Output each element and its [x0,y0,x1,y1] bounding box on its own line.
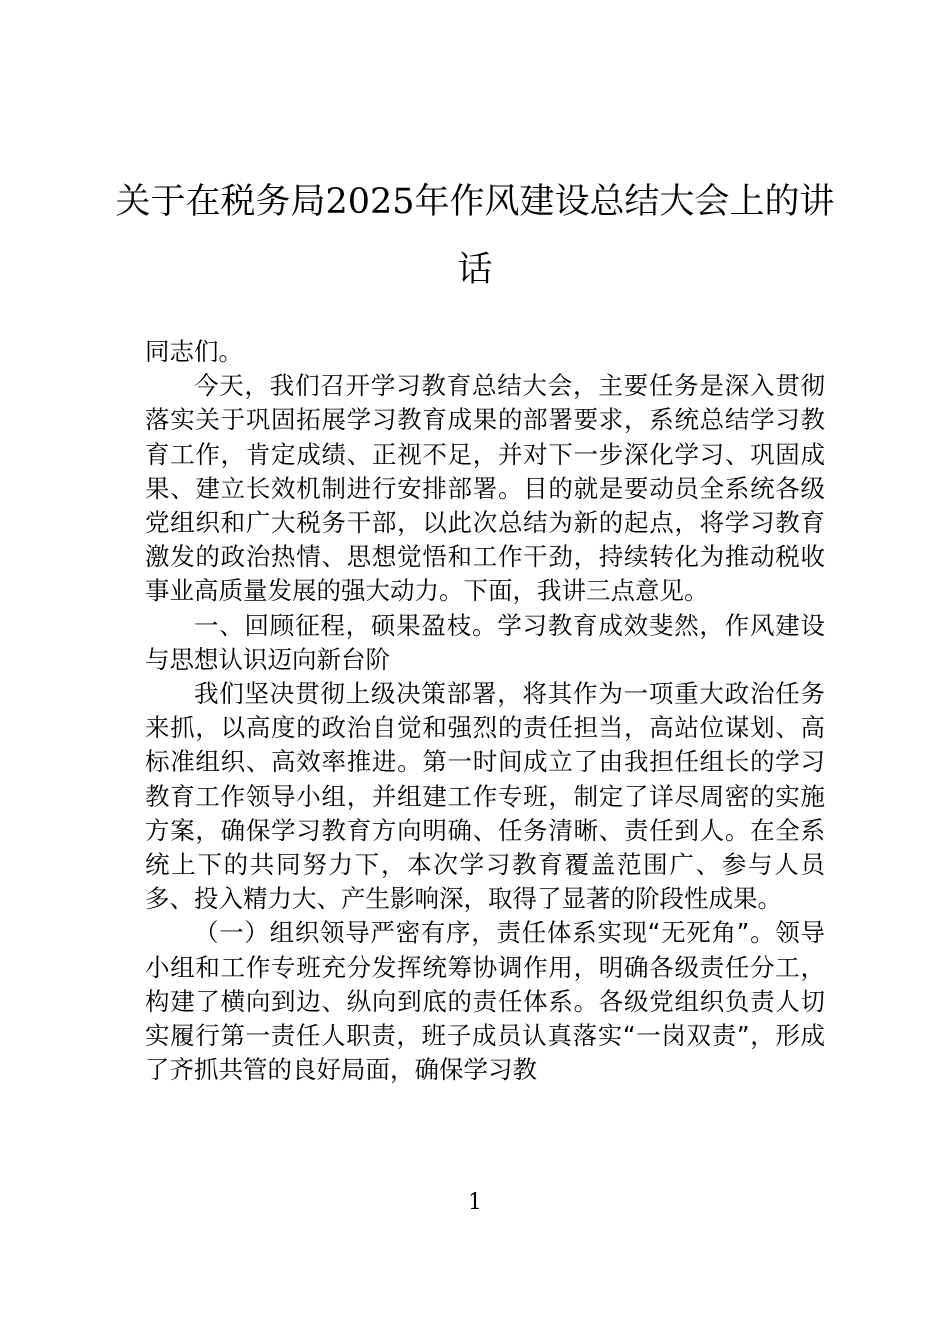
paragraph-subsection-1: （一）组织领导严密有序，责任体系实现“无死角”。领导小组和工作专班充分发挥统筹协调作用，明确各级责任分工，构建了横向到边、纵向到底的责任体系。各级党组织负责人切实履行第一责任人职责，班子成员认真落实“一岗双责”，形成了齐抓共管的良好局面，确保学习教 [145,918,825,1085]
document-body [145,335,825,1087]
salutation: 同志们。 [145,337,243,366]
section-heading-1: 一、回顾征程，硕果盈枝。学习教育成效斐然，作风建设与思想认识迈向新台阶 [145,610,825,674]
paragraph-review: 我们坚决贯彻上级决策部署，将其作为一项重大政治任务来抓，以高度的政治自觉和强烈的责任担当，高站位谋划、高标准组织、高效率推进。第一时间成立了由我担任组长的学习教育工作领导小组，并组建工作专班，制定了详尽周密的实施方案，确保学习教育方向明确、任务清晰、责任到人。在全系统上下的共同努力下，本次学习教育覆盖范围广、参与人员多、投入精力大、产生影响深，取得了显著的阶段性成果。 [145,679,825,914]
paragraph-intro: 今天，我们召开学习教育总结大会，主要任务是深入贯彻落实关于巩固拓展学习教育成果的部署要求，系统总结学习教育工作，肯定成绩、正视不足，并对下一步深化学习、巩固成果、建立长效机制进行安排部署。目的就是要动员全系统各级党组织和广大税务干部，以此次总结为新的起点，将学习教育激发的政治热情、思想觉悟和工作干劲，持续转化为推动税收事业高质量发展的强大动力。下面，我讲三点意见。 [145,371,825,606]
page-number: 1 [468,1190,482,1215]
document-title: 关于在税务局2025年作风建设总结大会上的讲话 [115,182,835,290]
